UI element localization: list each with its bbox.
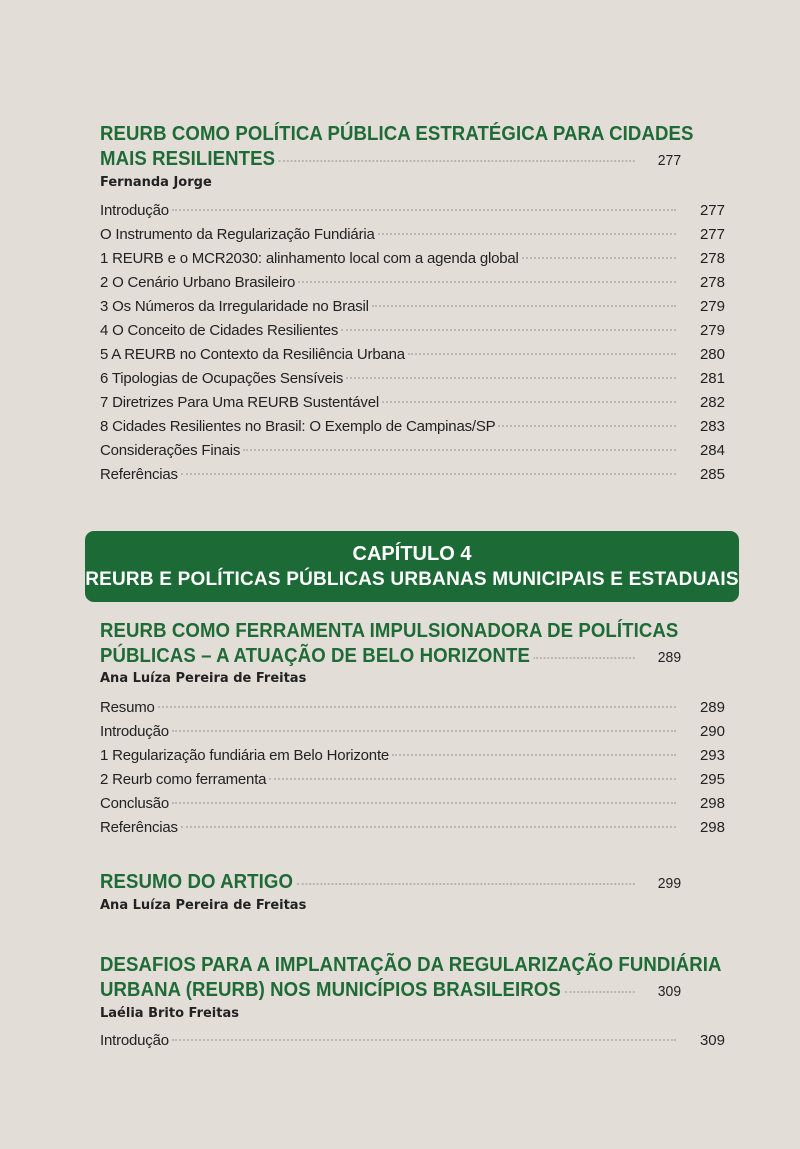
entry-author: Laélia Brito Freitas <box>100 1006 239 1021</box>
dot-leader <box>243 448 676 451</box>
toc-item-label: 5 A REURB no Contexto da Resiliência Urbana <box>100 346 405 363</box>
toc-item[interactable] <box>100 391 725 415</box>
entry-title-last-line <box>100 870 681 896</box>
toc-item-page: 279 <box>699 322 725 339</box>
toc-item-label: Introdução <box>100 1032 169 1049</box>
entry-title-line1: REURB COMO POLÍTICA PÚBLICA ESTRATÉGICA PARA CIDADES <box>100 123 694 145</box>
dot-leader <box>346 376 676 379</box>
toc-item[interactable] <box>100 415 725 439</box>
toc-item-page: 293 <box>699 747 725 764</box>
toc-list-entry-1 <box>100 199 725 487</box>
toc-item-label: 1 REURB e o MCR2030: alinhamento local com a agenda global <box>100 250 519 267</box>
toc-item[interactable] <box>100 1029 725 1053</box>
entry-title-line1: REURB COMO FERRAMENTA IMPULSIONADORA DE POLÍTICAS <box>100 620 679 642</box>
entry-title-line2: PÚBLICAS – A ATUAÇÃO DE BELO HORIZONTE <box>100 645 530 667</box>
dot-leader <box>298 280 676 283</box>
toc-item[interactable] <box>100 343 725 367</box>
toc-item[interactable] <box>100 463 725 487</box>
entry-title-belo-horizonte[interactable] <box>100 619 681 670</box>
toc-item-page: 277 <box>699 226 725 243</box>
chapter-number: CAPÍTULO 4 <box>352 543 472 565</box>
dot-leader <box>378 232 676 235</box>
toc-item-page: 284 <box>699 442 725 459</box>
toc-item-page: 280 <box>699 346 725 363</box>
entry-title-desafios-reurb[interactable] <box>100 953 722 1004</box>
toc-item-label: O Instrumento da Regularização Fundiária <box>100 226 375 243</box>
toc-item-label: 3 Os Números da Irregularidade no Brasil <box>100 298 369 315</box>
toc-item-label: 6 Tipologias de Ocupações Sensíveis <box>100 370 344 387</box>
toc-list-entry-2 <box>100 696 725 840</box>
toc-item[interactable] <box>100 439 725 463</box>
toc-item-label: Introdução <box>100 202 169 219</box>
entry-title-line2: URBANA (REURB) NOS MUNICÍPIOS BRASILEIROS <box>100 979 561 1001</box>
toc-item[interactable] <box>100 816 725 840</box>
toc-item[interactable] <box>100 768 725 792</box>
toc-item-page: 283 <box>699 418 725 435</box>
entry-title-line2: MAIS RESILIENTES <box>100 148 276 170</box>
entry-title-last-line <box>100 978 681 1004</box>
dot-leader <box>341 328 676 331</box>
dot-leader <box>534 656 635 659</box>
toc-item-label: 7 Diretrizes Para Uma REURB Sustentável <box>100 394 379 411</box>
toc-item-page: 281 <box>699 370 725 387</box>
toc-item-label: 2 O Cenário Urbano Brasileiro <box>100 274 296 291</box>
toc-item-page: 298 <box>699 795 725 812</box>
toc-item-page: 289 <box>699 699 725 716</box>
toc-item-page: 278 <box>699 250 725 267</box>
chapter-title: REURB E POLÍTICAS PÚBLICAS URBANAS MUNICIPAIS E ESTADUAIS <box>85 569 739 590</box>
dot-leader <box>158 705 676 708</box>
dot-leader <box>172 208 676 211</box>
toc-item-page: 295 <box>699 771 725 788</box>
toc-item-label: Considerações Finais <box>100 442 241 459</box>
dot-leader <box>181 472 676 475</box>
toc-item-label: 8 Cidades Resilientes no Brasil: O Exemplo de Campinas/SP <box>100 418 496 435</box>
toc-item-page: 282 <box>699 394 725 411</box>
toc-item-label: 1 Regularização fundiária em Belo Horizonte <box>100 747 390 764</box>
dot-leader <box>522 256 676 259</box>
toc-list-entry-4 <box>100 1029 725 1053</box>
toc-item-page: 298 <box>699 819 725 836</box>
toc-item-label: Introdução <box>100 723 169 740</box>
entry-title-line1: DESAFIOS PARA A IMPLANTAÇÃO DA REGULARIZAÇÃO FUNDIÁRIA <box>100 954 722 976</box>
dot-leader <box>392 753 676 756</box>
dot-leader <box>372 304 676 307</box>
entry-author: Ana Luíza Pereira de Freitas <box>100 898 307 913</box>
toc-item[interactable] <box>100 199 725 223</box>
toc-item-page: 278 <box>699 274 725 291</box>
entry-page-number: 309 <box>657 983 682 1000</box>
toc-item-page: 279 <box>699 298 725 315</box>
toc-item-label: 4 O Conceito de Cidades Resilientes <box>100 322 339 339</box>
entry-title-resilient-cities[interactable] <box>100 122 694 173</box>
dot-leader <box>172 1038 676 1041</box>
entry-title-line2: RESUMO DO ARTIGO <box>100 871 294 893</box>
toc-item[interactable] <box>100 319 725 343</box>
dot-leader <box>181 825 676 828</box>
toc-item-label: Resumo <box>100 699 155 716</box>
dot-leader <box>297 882 635 885</box>
chapter-banner <box>85 531 739 602</box>
entry-title-last-line <box>100 644 681 670</box>
dot-leader <box>172 801 676 804</box>
toc-item-label: Referências <box>100 819 178 836</box>
dot-leader <box>498 424 676 427</box>
toc-item[interactable] <box>100 247 725 271</box>
toc-item-page: 277 <box>699 202 725 219</box>
entry-page-number: 299 <box>657 875 682 892</box>
toc-item-label: Referências <box>100 466 178 483</box>
toc-item-label: 2 Reurb como ferramenta <box>100 771 267 788</box>
toc-item-page: 290 <box>699 723 725 740</box>
toc-item[interactable] <box>100 223 725 247</box>
toc-item[interactable] <box>100 792 725 816</box>
entry-title-resumo-do-artigo[interactable] <box>100 870 681 896</box>
dot-leader <box>565 990 635 993</box>
toc-item[interactable] <box>100 271 725 295</box>
entry-page-number: 289 <box>657 649 682 666</box>
entry-title-last-line <box>100 147 681 173</box>
dot-leader <box>172 729 676 732</box>
dot-leader <box>382 400 676 403</box>
entry-author: Ana Luíza Pereira de Freitas <box>100 671 307 686</box>
entry-author: Fernanda Jorge <box>100 175 212 190</box>
dot-leader <box>408 352 676 355</box>
toc-item[interactable] <box>100 744 725 768</box>
toc-item-label: Conclusão <box>100 795 170 812</box>
dot-leader <box>279 159 635 162</box>
dot-leader <box>269 777 676 780</box>
toc-item-page: 309 <box>699 1032 725 1049</box>
toc-item-page: 285 <box>699 466 725 483</box>
toc-item[interactable] <box>100 295 725 319</box>
entry-page-number: 277 <box>657 152 682 169</box>
toc-item[interactable] <box>100 720 725 744</box>
toc-item[interactable] <box>100 367 725 391</box>
toc-item[interactable] <box>100 696 725 720</box>
